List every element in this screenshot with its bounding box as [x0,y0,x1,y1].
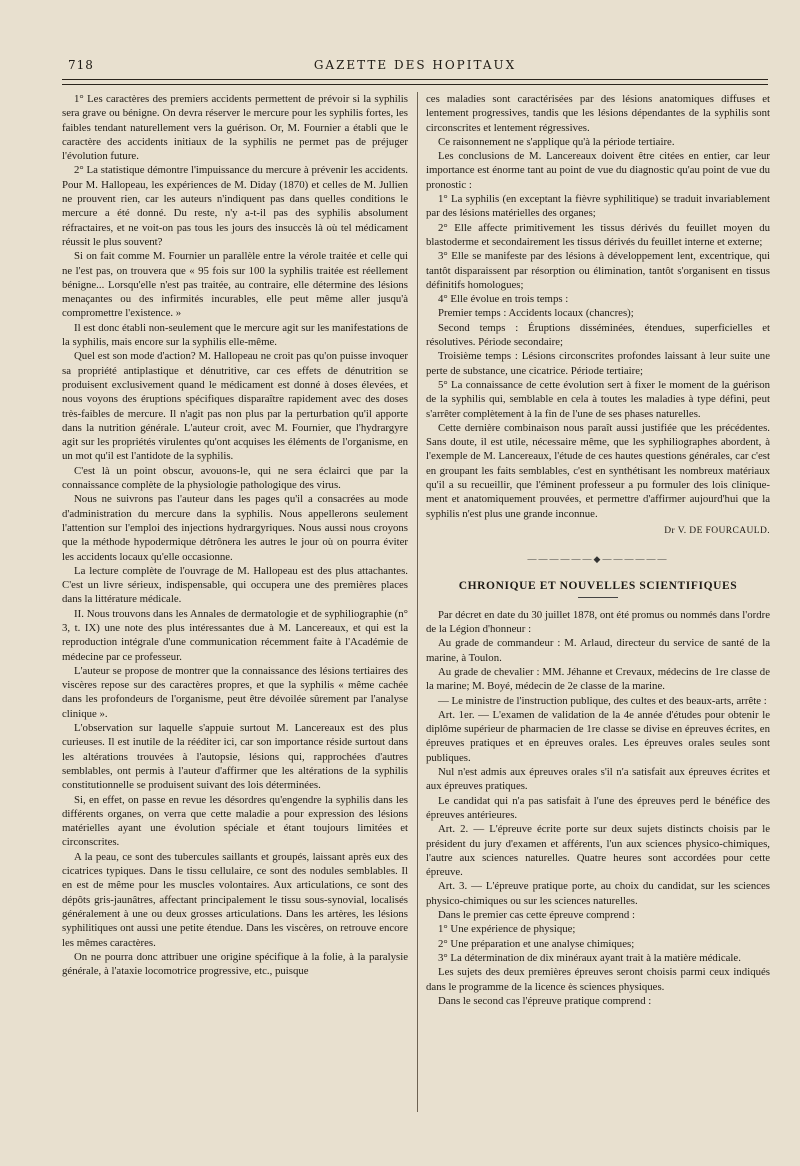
paragraph: Dans le second cas l'épreuve pratique comprend : [438,994,652,1007]
paragraph: Art. 3. — L'épreuve pratique porte, au choix du candidat, sur les sciences physico-chimiques ou sur les sciences naturelles. [426,880,770,907]
paragraph: — Le ministre de l'instruction publique, des cultes et des beaux-arts, arrête : [438,694,767,707]
column-divider [417,92,418,1112]
paragraph: Les conclusions de M. Lancereaux doivent être citées en entier, car leur importance est énorme tant au point de vue du diagnostic qu'au point de vue du pronostic : [426,150,770,191]
paragraph: A la peau, ce sont des tubercules saillants et groupés, laissant après eux des cicatrices typiques. Dans le tissu cellulaire, ce sont des nodules semblables. Il en est de même pour les muscles volontaires. Aux articulations, ce sont des dépôts gris-jaunâtres, affectant principalement le tissu sous-synovial, localisés généralement à une ou deux grosses articulations. Dans les artères, les lésions syphilitiques ont aussi une petite étendue. Dans les viscères, on retrouve encore les mêmes caractères. [62,850,408,949]
paragraph: On ne pourra donc attribuer une origine spécifique à la folie, à la paralysie générale, à l'ataxie locomotrice progressive, etc., puisque [62,950,408,978]
paragraph: Cette dernière combinaison nous paraît aussi justifiée que les précédentes. Sans doute, il est utile, nécessaire même, que les syphiliographes abordent, à l'exemple de M. Lancereaux, l'étude de ces hautes questions générales, car c'est en groupant les faits semblables, c'est en synthétisant les nombreux matériaux qu'il a su recueillir, que l'éminent professeur a pu formuler des lois clinique-ment et anatomiquement prouvées, et permettre d'affirmer aujourd'hui que la syphilis n'est plus une grande inconnue. [426,421,770,520]
paragraph: Les sujets des deux premières épreuves seront choisis parmi ceux indiqués dans le programme de la licence ès sciences physiques. [426,966,770,993]
paragraph: 2° La statistique démontre l'impuissance du mercure à prévenir les accidents. Pour M. Hallopeau, les expériences de M. Diday (1870) et celles de M. Jullien ne prouvent rien, car les auteurs n'indiquent pas dans quelles conditions le mercure a été donné. Du reste, n'y a-t-il pas des syphilis absolument réfractaires, et ne voit-on pas tous les jours des insuccès là où tel médicament réussit le plus souvent? [62,164,408,248]
paragraph: Art. 1er. — L'examen de validation de la 4e année d'études pour obtenir le diplôme supérieur de pharmacien de 1re classe se divise en épreuves écrites, en épreuves pratiques et en épreuves orales. Les épreuves orales seules sont publiques. [426,708,770,764]
paragraph: 2° Elle affecte primitivement les tissus dérivés du feuillet moyen du blastoderme et secondairement les tissus dérivés du feuillet interne et externe; [426,221,770,248]
paragraph: Troisième temps : Lésions circonscrites profondes laissant à leur suite une perte de substance, une cicatrice. Période tertiaire; [426,350,770,377]
paragraph: 3° Elle se manifeste par des lésions à développement lent, excentrique, qui tantôt disparaissent par résorption ou élimination, tantôt s'organisent en tissus définitifs homologues; [426,250,770,291]
paragraph: 1° Les caractères des premiers accidents permettent de prévoir si la syphilis sera grave ou bénigne. On devra réserver le mercure pour les syphilis fortes, les faibles tendant naturellement vers la guérison. Or, M. Fournier a établi que le caractère des accidents initiaux de la syphilis ne permet pas de préjuger l'évolution future. [62,93,408,163]
paragraph: Par décret en date du 30 juillet 1878, ont été promus ou nommés dans l'ordre de la Légion d'honneur : [426,608,770,636]
paragraph: 5° La connaissance de cette évolution sert à fixer le moment de la guérison de la syphilis qui, semblable en cela à toutes les maladies à type défini, peut s'arrêter complètement à la fin de l'une de ses phases naturelles. [426,378,770,420]
author-signature: Dr V. DE FOURCAULD. [664,525,770,536]
paragraph: Premier temps : Accidents locaux (chancres); [438,307,634,320]
paragraph: Si, en effet, on passe en revue les désordres qu'engendre la syphilis dans les différents organes, on verra que cette maladie a pour expression des lésions matérielles ayant une évolution spéciale et étant toujours limitées et circonscrites. [62,793,408,849]
paragraph: Nul n'est admis aux épreuves orales s'il n'a satisfait aux épreuves écrites et aux épreuves pratiques. [426,766,770,793]
paragraph: 1° La syphilis (en exceptant la fièvre syphilitique) se traduit invariablement par des lésions matérielles des organes; [426,193,770,220]
paragraph: Nous ne suivrons pas l'auteur dans les pages qu'il a consacrées au mode d'administration du mercure dans la syphilis. Nous appellerons seulement l'attention sur l'emploi des injections hydrargyriques. Nous aussi nous croyons que la méthode hypodermique détrônera les autres le jour où on pourra éviter les accidents locaux qu'elle occasionne. [62,493,408,563]
paragraph: Quel est son mode d'action? M. Hallopeau ne croit pas qu'on puisse invoquer sa propriété antiplastique et dénutritive, car ces effets de dénutrition se produisent exclusivement quand le médicament est donné à doses élevées, et nous voyons des éruptions spécifiques disparaître rapidement avec des doses très-faibles de mercure. Il n'agit pas non plus par la perturbation qu'il apporte dans la nutrition générale. L'auteur croit, avec M. Fournier, que l'hydrargyre agit sur les propriétés virulentes qu'ont acquises les éléments de l'organisme, en un mot qu'il est l'antidote de la syphilis. [62,350,408,463]
paragraph: 4° Elle évolue en trois temps : [438,293,569,306]
journal-title: GAZETTE DES HOPITAUX [313,58,517,72]
header-rule [62,79,768,85]
paragraph: 1° Une expérience de physique; [438,923,576,936]
paragraph: 3° La détermination de dix minéraux ayant trait à la matière médicale. [438,951,741,964]
paragraph: L'observation sur laquelle s'appuie surtout M. Lancereaux est des plus curieuses. Il est inutile de la rééditer ici, car son importance réside surtout dans les altérations trouvées à l'autopsie, lésions qui, rapprochées d'autres semblables, ont permis à l'auteur d'affirmer que les altérations de la syphilis constitutionnelle se produisent suivant des lois déterminées. [62,722,408,792]
section-separator: ——————◆—————— [527,554,669,565]
paragraph: Le candidat qui n'a pas satisfait à l'une des épreuves perd le bénéfice des épreuves antérieures. [426,794,770,821]
paragraph: Au grade de commandeur : M. Arlaud, directeur du service de santé de la marine, à Toulon. [426,637,770,664]
title-underline [578,597,618,598]
paragraph: Dans le premier cas cette épreuve comprend : [438,909,635,922]
paragraph: La lecture complète de l'ouvrage de M. Hallopeau est des plus attachantes. C'est un livre sérieux, indispensable, qui occupera une des premières places dans la littérature médicale. [62,564,408,606]
section-title: CHRONIQUE ET NOUVELLES SCIENTIFIQUES [458,579,738,592]
paragraph: Ce raisonnement ne s'applique qu'à la période tertiaire. [438,135,675,148]
paragraph: Art. 2. — L'épreuve écrite porte sur deux sujets distincts choisis par le président du jury d'examen et afférents, l'un aux sciences physico-chimiques, l'autre aux sciences naturelles. Quatre heures sont accordées pour cette épreuve. [426,823,770,879]
paragraph: Au grade de chevalier : MM. Jéhanne et Crevaux, médecins de 1re classe de la marine; M. Boyé, médecin de 2e classe de la marine. [426,665,770,693]
paragraph: Il est donc établi non-seulement que le mercure agit sur les manifestations de la syphilis, mais encore sur la syphilis elle-même. [62,321,408,349]
paragraph: ces maladies sont caractérisées par des lésions anatomiques diffuses et lentement progressives, tandis que les lésions dépendantes de la syphilis sont circonscrites et lentement régressives. [426,93,770,134]
paragraph: C'est là un point obscur, avouons-le, qui ne sera éclairci que par la connaissance complète de la physiologie pathologique des virus. [62,464,408,492]
right-column [426,92,770,1132]
paragraph: L'auteur se propose de montrer que la connaissance des lésions tertiaires des viscères repose sur des caractères propres, et que la syphilis « même cachée dans les profondeurs de l'organisme, peut être dévoilée sûrement par l'analyse clinique ». [62,664,408,720]
paragraph: Si on fait comme M. Fournier un parallèle entre la vérole traitée et celle qui ne l'est pas, on trouvera que « 95 fois sur 100 la syphilis traitée est réellement bénigne... Lorsqu'elle n'est pas traitée, au contraire, elle détermine des lésions menaçantes ou des infirmités incurables, elle peut même aller jusqu'à compromettre l'existence. » [62,250,408,320]
paragraph: II. Nous trouvons dans les Annales de dermatologie et de syphiliographie (n° 3, t. IX) une note des plus intéressantes due à M. Lancereaux, et qui est la reproduction intégrale d'une communication récemment faite à l'Académie de médecine par ce professeur. [62,607,408,663]
paragraph: Second temps : Éruptions disséminées, étendues, superficielles et résolutives. Période secondaire; [426,321,770,349]
page-header [62,58,768,78]
paragraph: 2° Une préparation et une analyse chimiques; [438,937,635,950]
page-number: 718 [68,58,94,72]
left-column [62,92,408,1132]
